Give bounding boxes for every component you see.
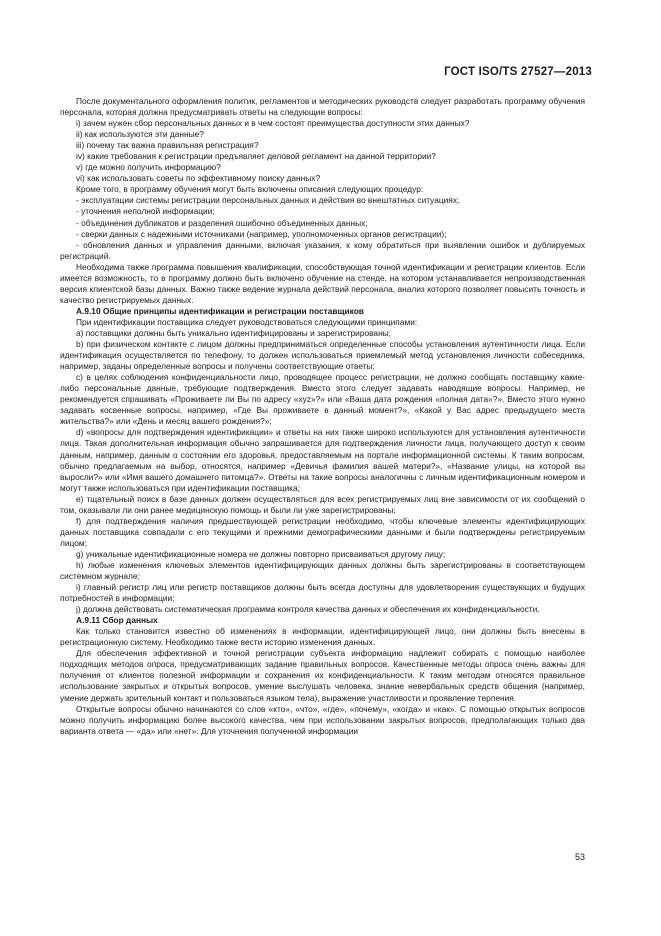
paragraph: После документального оформления политик, регламентов и методических руководств следует разработать программу обучения персонала, которая должна предусматривать ответы на следующие вопросы: xyxy=(60,96,585,118)
list-item: - сверки данных с надежными источниками (например, уполномоченных органов регистрации); xyxy=(76,228,447,239)
list-item: g) уникальные идентификационные номера не должны повторно присваиваться другому лицу; xyxy=(76,548,446,559)
list-item: c) в целях соблюдения конфиденциальности лицо, проводящее процесс регистрации, не должно сообщать поставщику какие-либо персональные данные, требующие подтверждения. Вместо этого следует задавать наводящие вопросы. Например, не рекомендуется спрашивать «Проживаете ли Вы по адресу «xyz»?» или «Ваша дата рождения «полная дата»?». Вместо этого нужно задавать косвенные вопросы, например, «Где Вы проживаете в данный момент?», «Какой у Вас адрес предыдущего места жительства?» или «День и месяц вашего рождения?»; xyxy=(60,372,585,427)
paragraph: Для обеспечения эффективной и точной регистрации субъекта информацию надлежит собирать с помощью наиболее подходящих методов опроса, предусматривающих задание правильных вопросов. Качественные методы опроса очень важны для получения от клиентов полезной информации и сохранения их конфиденциальности. К таким методам относятся правильное использование закрытых и открытых вопросов, умение выслушать человека, знание невербальных средств общения (например, умение держать зрительный контакт и пользоваться языком тела), выражение участливости и проявление терпения. xyxy=(60,648,585,703)
paragraph: Открытые вопросы обычно начинаются со слов «кто», «что», «где», «почему», «когда» и «как». С помощью открытых вопросов можно получить информацию более высокого качества, чем при использовании закрытых вопросов, предполагающих только два варианта ответа — «да» или «нет». Для уточнения полученной информации xyxy=(60,703,585,736)
list-item: e) тщательный поиск в базе данных должен осуществляться для всех регистрируемых лиц вне зависимости от их сообщений о том, оказывали ли они ранее медицинскую помощь и были ли уже зарегистрированы; xyxy=(60,493,585,515)
list-item: d) «вопросы для подтверждения идентификации» и ответы на них также широко используются для установления аутентичности лица. Такая дополнительная информация обычно запрашивается для подтверждения личности лица, получающего доступ к своим данным, например, данным о состоянии его здоровья, предоставляемым на портале информационной системы. К таким вопросам, обычно предлагаемым на выбор, относятся, например «Девичья фамилия вашей матери?», «Название улицы, на которой вы выросли?» или «Имя вашего домашнего питомца?». Ответы на такие вопросы аналогичны с личным идентификационным номером и могут также использоваться при идентификации поставщика; xyxy=(60,427,585,493)
paragraph: При идентификации поставщика следует руководствоваться следующими принципами: xyxy=(76,316,418,327)
list-item: j) должна действовать систематическая программа контроля качества данных и обеспечения их конфиденциальности. xyxy=(76,604,540,615)
list-item: iv) какие требования к регистрации предъявляет деловой регламент на данной территории? xyxy=(76,151,436,162)
list-item: - уточнения неполной информации; xyxy=(76,206,215,217)
list-item: i) главный регистр лиц или регистр поставщиков должны быть всегда доступны для удовлетворения существующих и будущих потребностей в информации; xyxy=(60,582,585,604)
section-heading: А.9.10 Общие принципы идентификации и регистрации поставщиков xyxy=(76,305,364,316)
paragraph: Как только становится известно об изменениях в информации, идентифицирующей лицо, они должны быть внесены в регистрационную систему. Необходимо также вести историю изменения данных. xyxy=(60,626,585,648)
list-item: ii) как используются эти данные? xyxy=(76,129,204,140)
paragraph: Кроме того, в программу обучения могут быть включены описания следующих процедур: xyxy=(76,184,424,195)
section-heading: А.9.11 Сбор данных xyxy=(76,615,158,626)
list-item: i) зачем нужен сбор персональных данных и в чем состоят преимущества доступности этих данных? xyxy=(76,118,470,129)
list-item: iii) почему так важна правильная регистрация? xyxy=(76,140,259,151)
list-item: vi) как использовать советы по эффективному поиску данных? xyxy=(76,173,321,184)
list-item: h) любые изменения ключевых элементов идентифицирующих данных должны быть зарегистрированы в соответствующем системном журнале; xyxy=(60,559,585,582)
list-item: - обновления данных и управления данными, включая указания, к кому обратиться при выявлении ошибок и дублируемых регистраций. xyxy=(60,239,585,261)
standard-id: ГОСТ ISO/TS 27527—2013 xyxy=(444,66,592,78)
list-item: - эксплуатации системы регистрации персональных данных и действия во внештатных ситуациях; xyxy=(76,195,460,206)
list-item: v) где можно получить информацию? xyxy=(76,162,221,173)
body-text xyxy=(60,96,585,737)
list-item: a) поставщики должны быть уникально идентифицированы и зарегистрированы; xyxy=(76,327,391,338)
list-item: f) для подтверждения наличия предшествующей регистрации необходимо, чтобы ключевые элементы идентифицирующих данных поставщика совпадали с его текущими и прежними демографическими данными и были подтверждены регистрируемым лицом; xyxy=(60,515,585,548)
list-item: - объединения дубликатов и разделения ошибочно объединенных данных; xyxy=(76,217,368,228)
list-item: b) при физическом контакте с лицом должны предприниматься определенные способы установления аутентичности лица. Если идентификация осуществляется по телефону, то должен использоваться приемлемый метод установления личности собеседника, например, заданы определенные вопросы и получены соответствующие ответы; xyxy=(60,339,585,372)
page-number: 53 xyxy=(574,852,585,862)
paragraph: Необходима также программа повышения квалификации, способствующая точной идентификации и регистрации клиентов. Если имеется возможность, то в программу должно быть включено обучение на стенде, на котором устанавливается непроизводственная версия клиентской базы данных. Важно также ведение журнала действий персонала, анализ которого позволяет повысить точность и качество регистрируемых данных. xyxy=(60,261,585,305)
